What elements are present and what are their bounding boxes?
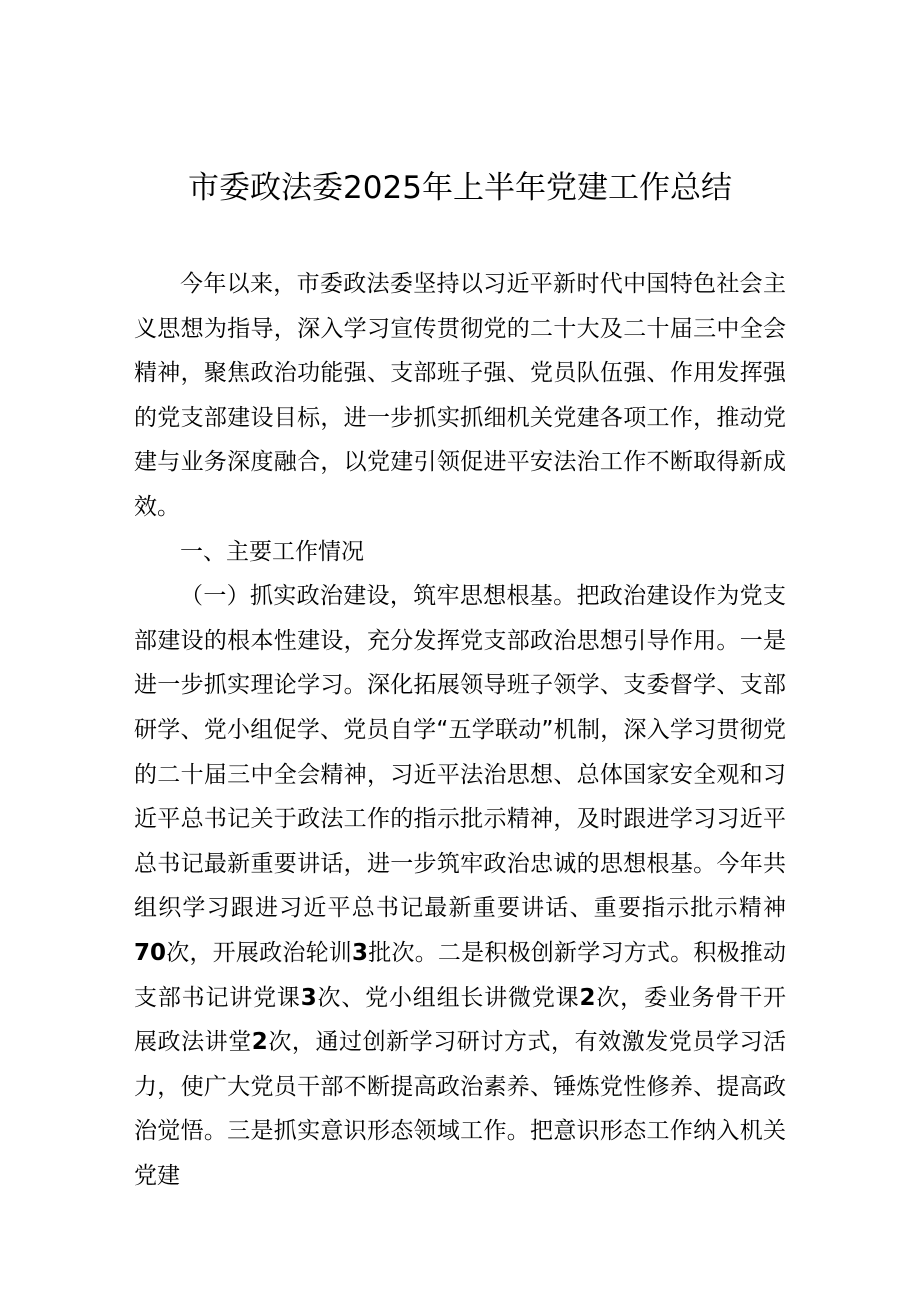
count-value: 3 bbox=[352, 939, 369, 966]
document-body bbox=[134, 262, 786, 1198]
paragraph-text: 次，开展政治轮训 bbox=[166, 939, 353, 966]
document-title: 市委政法委2025年上半年党建工作总结 bbox=[188, 170, 732, 206]
count-value: 2 bbox=[251, 1029, 268, 1056]
paragraph-text: 次，委业务骨干开展政法讲堂 bbox=[134, 984, 787, 1056]
paragraph-text: （一）抓实政治建设，筑牢思想根基。把政治建设作为党支部建设的根本性建设，充分发挥党支部政治思想引导作用。一是进一步抓实理论学习。深化拓展领导班子领学、支委督学、支部研学、党小组促学、党员自学“五学联动”机制，深入学习贯彻党的二十届三中全会精神，习近平法治思想、总体国家安全观和习近平总书记关于政法工作的指示批示精神，及时跟进学习习近平总书记最新重要讲话，进一步筑牢政治忠诚的思想根基。今年共组织学习跟进习近平总书记最新重要讲话、重要指示批示精神 bbox=[134, 583, 786, 922]
section-paragraph bbox=[134, 574, 786, 1198]
count-value: 70 bbox=[134, 939, 167, 966]
paragraph-text: 批次。二是积极创新学习方式。积极推动支部书记讲党课 bbox=[134, 939, 787, 1011]
paragraph-text: 次，通过创新学习研讨方式，有效激发党员学习活力，使广大党员干部不断提高政治素养、锤炼党性修养、提高政治觉悟。三是抓实意识形态领域工作。把意识形态工作纳入机关党建 bbox=[134, 1029, 787, 1189]
count-value: 3 bbox=[300, 984, 317, 1011]
count-value: 2 bbox=[579, 984, 596, 1011]
intro-paragraph: 今年以来，市委政法委坚持以习近平新时代中国特色社会主义思想为指导，深入学习宣传贯彻党的二十大及二十届三中全会精神，聚焦政治功能强、支部班子强、党员队伍强、作用发挥强的党支部建设目标，进一步抓实抓细机关党建各项工作，推动党建与业务深度融合，以党建引领促进平安法治工作不断取得新成效。 bbox=[134, 271, 786, 520]
section-heading: 一、主要工作情况 bbox=[180, 538, 364, 565]
paragraph-text: 次、党小组组长讲微党课 bbox=[316, 984, 580, 1011]
